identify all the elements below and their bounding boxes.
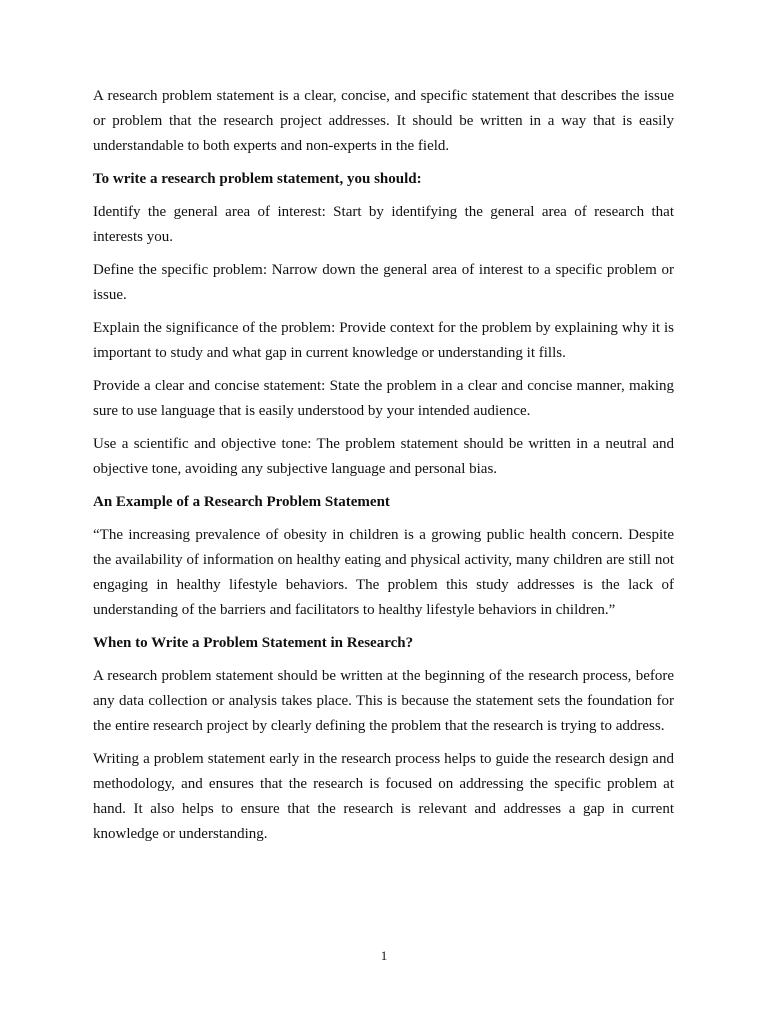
how-to-heading: To write a research problem statement, you should: [93, 171, 422, 187]
when-paragraph-1: A research problem statement should be written at the beginning of the research process, before any data collection or analysis takes place. This is because the statement sets the foundation for the entire research project by clearly defining the problem that the research is trying to address. [93, 668, 674, 734]
step-objective-tone: Use a scientific and objective tone: The problem statement should be written in a neutral and objective tone, avoiding any subjective language and personal bias. [93, 436, 674, 477]
example-heading: An Example of a Research Problem Statement [93, 494, 390, 510]
when-paragraph-2: Writing a problem statement early in the research process helps to guide the research design and methodology, and ensures that the research is focused on addressing the specific problem at hand. It also helps to ensure that the research is relevant and addresses a gap in current knowledge or understanding. [93, 751, 674, 842]
document-page [93, 84, 674, 855]
page-number: 1 [380, 948, 388, 963]
intro-paragraph: A research problem statement is a clear, concise, and specific statement that describes the issue or problem that the research project addresses. It should be written in a way that is easily understandable to both experts and non-experts in the field. [93, 88, 674, 154]
when-heading: When to Write a Problem Statement in Research? [93, 635, 414, 651]
step-clear-statement: Provide a clear and concise statement: State the problem in a clear and concise manner, making sure to use language that is easily understood by your intended audience. [93, 378, 674, 419]
step-define-problem: Define the specific problem: Narrow down the general area of interest to a specific problem or issue. [93, 262, 674, 303]
step-identify-area: Identify the general area of interest: Start by identifying the general area of research that interests you. [93, 204, 674, 245]
example-quote: “The increasing prevalence of obesity in children is a growing public health concern. Despite the availability of information on healthy eating and physical activity, many children are still not engaging in healthy lifestyle behaviors. The problem this study addresses is the lack of understanding of the barriers and facilitators to healthy lifestyle behaviors in children.” [93, 527, 674, 618]
step-explain-significance: Explain the significance of the problem: Provide context for the problem by explaining why it is important to study and what gap in current knowledge or understanding it fills. [93, 320, 674, 361]
